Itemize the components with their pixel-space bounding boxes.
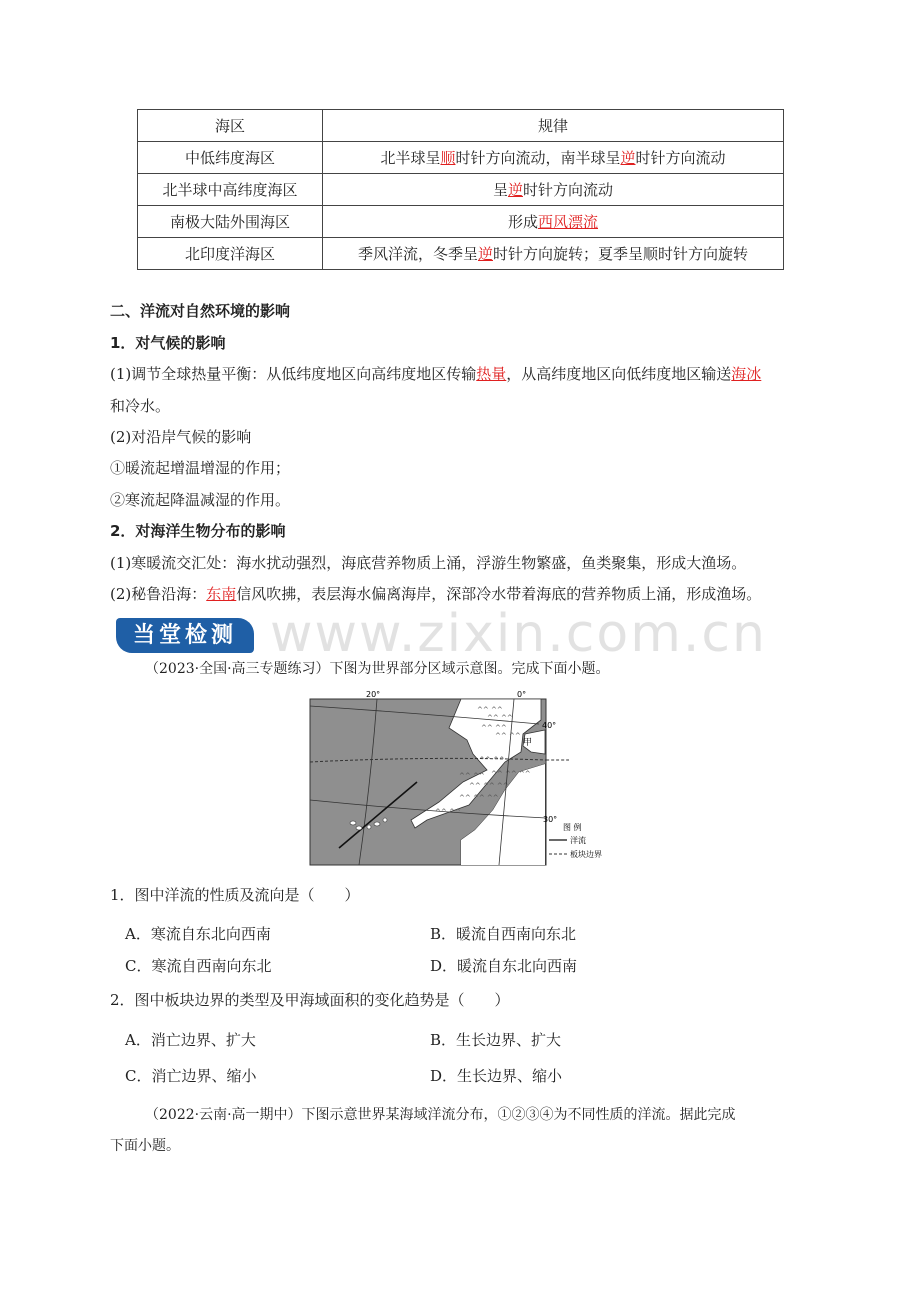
rule-text: 北半球呈: [380, 149, 441, 167]
question-intro-2: （2022·云南·高一期中）下图示意世界某海域洋流分布，①②③④为不同性质的洋流。据此完成: [145, 1107, 736, 1123]
svg-text:^^ ^^ ^^: ^^ ^^ ^^: [459, 794, 499, 802]
svg-text:^^ ^^: ^^ ^^: [481, 724, 507, 732]
paragraph: [110, 584, 761, 604]
answer-text: 逆: [477, 245, 493, 263]
paragraph: 和冷水。: [110, 397, 171, 415]
lon-label: 0°: [517, 690, 527, 699]
svg-text:^^ ^^: ^^ ^^: [435, 808, 461, 816]
answer-text: 热量: [476, 365, 507, 383]
paragraph: [110, 364, 761, 384]
q2-option-a[interactable]: A．消亡边界、扩大: [125, 1031, 256, 1049]
svg-text:^^ ^^ ^^: ^^ ^^ ^^: [469, 782, 509, 790]
table-row: [138, 206, 784, 238]
answer-text: 逆: [620, 149, 636, 167]
text: 信风吹拂，表层海水偏离海岸，深部冷水带着海底的营养物质上涌，形成渔场。: [236, 585, 762, 603]
q1-option-c[interactable]: C．寒流自西南向东北: [125, 957, 272, 975]
question-2-stem: 2．图中板块边界的类型及甲海域面积的变化趋势是（ ）: [110, 991, 510, 1009]
answer-text: 西风漂流: [538, 213, 599, 231]
map-legend: [549, 822, 602, 859]
legend-current-label: 洋流: [570, 836, 586, 845]
section-heading: 二、洋流对自然环境的影响: [110, 302, 291, 320]
island: [356, 826, 362, 830]
question-intro: （2023·全国·高三专题练习）下图为世界部分区域示意图。完成下面小题。: [145, 661, 610, 677]
rule-text: 呈: [492, 181, 508, 199]
rule-text: 时针方向流动: [635, 149, 726, 167]
table-cell-rule: [323, 174, 784, 206]
subsection-heading: 2．对海洋生物分布的影响: [110, 522, 286, 540]
table-cell-rule: [323, 238, 784, 270]
q2-option-b[interactable]: B．生长边界、扩大: [430, 1031, 562, 1049]
svg-text:^^ ^^: ^^ ^^: [495, 732, 521, 740]
table-header-cell: 规律: [323, 110, 784, 142]
rule-text: 季风洋流，冬季呈: [357, 245, 478, 263]
q1-option-b[interactable]: B．暖流自西南向东北: [430, 925, 577, 943]
table-cell-region: 中低纬度海区: [138, 142, 323, 174]
ocean-current-rules-table: [137, 109, 784, 270]
table-row: [138, 142, 784, 174]
svg-text:^^ ^^: ^^ ^^: [479, 756, 505, 764]
table-header-row: [138, 110, 784, 142]
legend-title: 图 例: [563, 823, 582, 832]
section-banner: [116, 618, 254, 653]
q1-option-a[interactable]: A．寒流自东北向西南: [125, 925, 271, 943]
island: [374, 822, 380, 826]
region-label-jia: 甲: [523, 738, 533, 748]
paragraph: (2)对沿岸气候的影响: [110, 428, 252, 446]
table-header-cell: 海区: [138, 110, 323, 142]
answer-text: 东南: [206, 585, 237, 603]
lon-label: 20°: [366, 690, 381, 699]
region-map: [309, 690, 611, 866]
rule-text: 时针方向流动，南半球呈: [455, 149, 621, 167]
island: [367, 825, 371, 829]
q1-option-d[interactable]: D．暖流自东北向西南: [430, 957, 578, 975]
table-cell-region: 北印度洋海区: [138, 238, 323, 270]
table-row: [138, 238, 784, 270]
text: (1)调节全球热量平衡：从低纬度地区向高纬度地区传输: [110, 365, 477, 383]
subsection-heading: 1．对气候的影响: [110, 334, 226, 352]
rule-text: 形成: [507, 213, 538, 231]
question-1-stem: 1．图中洋流的性质及流向是（ ）: [110, 886, 360, 904]
rule-text: 时针方向旋转；夏季呈顺时针方向旋转: [493, 245, 749, 263]
q2-option-c[interactable]: C．消亡边界、缩小: [125, 1067, 257, 1085]
table-cell-region: 北半球中高纬度海区: [138, 174, 323, 206]
table-row: [138, 174, 784, 206]
paragraph: ②寒流起降温减湿的作用。: [110, 491, 291, 509]
island: [383, 818, 387, 822]
paragraph: (1)寒暖流交汇处：海水扰动强烈，海底营养物质上涌，浮游生物繁盛，鱼类聚集，形成大渔场。: [110, 554, 747, 572]
svg-text:^^ ^^: ^^ ^^: [487, 714, 513, 722]
svg-text:^^ ^^: ^^ ^^: [477, 706, 503, 714]
question-intro-2-cont: 下面小题。: [110, 1138, 180, 1154]
q2-option-d[interactable]: D．生长边界、缩小: [430, 1067, 563, 1085]
answer-text: 顺: [440, 149, 456, 167]
answer-text: 海冰: [731, 365, 762, 383]
text: ，从高纬度地区向低纬度地区输送: [506, 365, 732, 383]
svg-text:^^ ^^ ^^: ^^ ^^ ^^: [491, 770, 531, 778]
answer-text: 逆: [507, 181, 523, 199]
table-cell-rule: [323, 206, 784, 238]
lat-label: 30°: [543, 815, 558, 824]
watermark: www.zixin.com.cn: [270, 604, 767, 664]
svg-text:^^ ^^: ^^ ^^: [459, 772, 485, 780]
paragraph: ①暖流起增温增湿的作用；: [110, 459, 291, 477]
table-cell-rule: [323, 142, 784, 174]
lat-label: 40°: [542, 721, 557, 730]
banner-label: 当堂检测: [132, 623, 237, 648]
legend-boundary-label: 板块边界: [570, 850, 602, 859]
rule-text: 时针方向流动: [523, 181, 614, 199]
text: (2)秘鲁沿海：: [110, 585, 207, 603]
table-cell-region: 南极大陆外围海区: [138, 206, 323, 238]
island: [350, 821, 356, 825]
